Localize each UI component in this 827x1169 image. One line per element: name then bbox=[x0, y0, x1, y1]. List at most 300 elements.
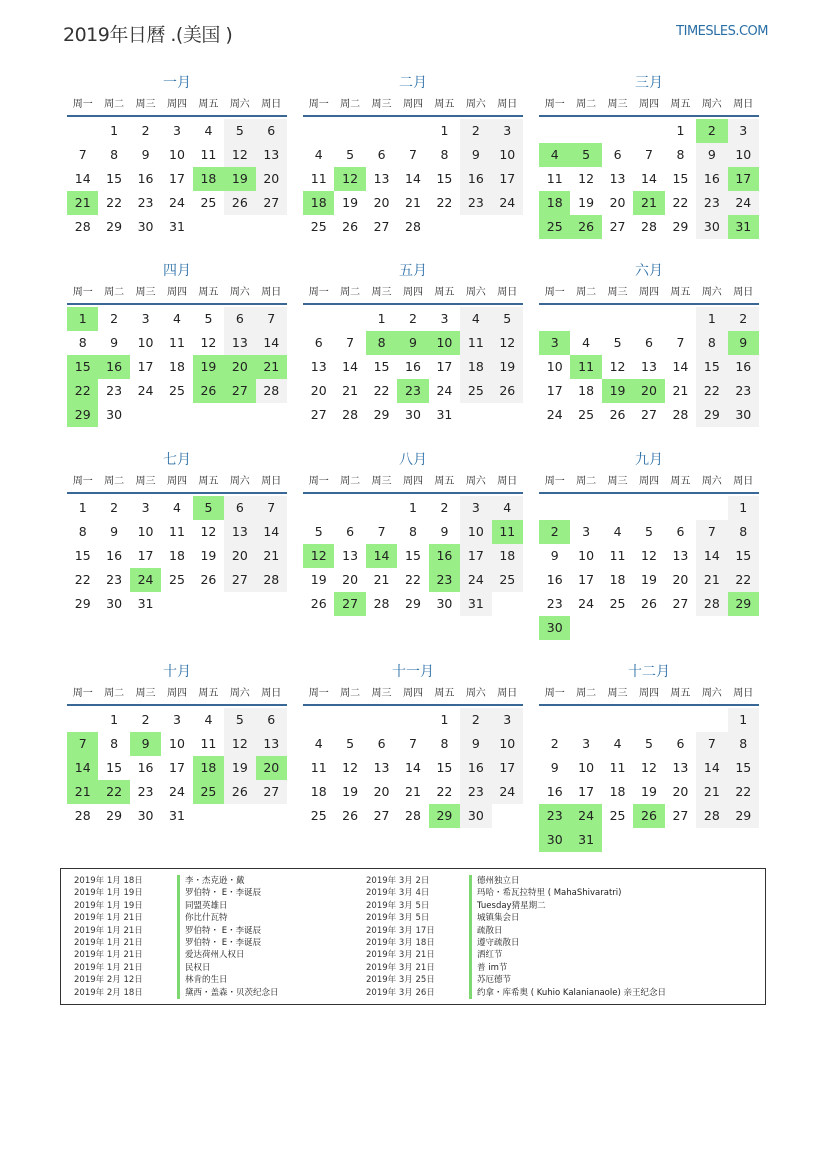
empty-cell bbox=[633, 119, 664, 143]
day-cell: 14 bbox=[672, 359, 689, 374]
weekday-label: 周五 bbox=[434, 688, 455, 699]
day-cell: 2 bbox=[460, 708, 491, 732]
day-cell: 28 bbox=[74, 808, 91, 823]
day-cell: 14 bbox=[256, 520, 287, 544]
day-cell: 13 bbox=[342, 548, 359, 563]
day-cell: 28 bbox=[696, 592, 727, 616]
month-block bbox=[539, 662, 759, 852]
day-grid bbox=[539, 496, 759, 640]
legend-holiday-name: 同盟英雄日 bbox=[177, 900, 228, 912]
day-cell: 9 bbox=[696, 143, 727, 167]
day-cell: 21 bbox=[342, 383, 359, 398]
day-cell: 6 bbox=[676, 524, 685, 539]
day-cell: 8 bbox=[110, 147, 119, 162]
holiday-day-cell: 27 bbox=[224, 379, 255, 403]
day-cell: 4 bbox=[613, 524, 622, 539]
legend-column-left bbox=[61, 875, 279, 999]
day-cell: 31 bbox=[460, 592, 491, 616]
legend-date: 2019年 3月 4日 bbox=[366, 888, 430, 899]
holiday-day-cell: 9 bbox=[130, 732, 161, 756]
day-grid bbox=[67, 307, 287, 427]
day-cell: 30 bbox=[106, 596, 123, 611]
empty-cell bbox=[397, 708, 428, 732]
day-cell: 12 bbox=[492, 331, 523, 355]
day-cell: 7 bbox=[377, 524, 386, 539]
day-cell: 27 bbox=[672, 808, 689, 823]
weekday-label: 周日 bbox=[733, 476, 754, 487]
day-cell: 22 bbox=[405, 572, 421, 587]
day-cell: 27 bbox=[373, 808, 390, 823]
day-cell: 20 bbox=[373, 195, 390, 210]
weekday-label: 周二 bbox=[576, 688, 597, 699]
day-cell: 2 bbox=[460, 119, 491, 143]
day-cell: 29 bbox=[728, 804, 759, 828]
weekday-label: 周六 bbox=[701, 287, 722, 298]
day-cell: 30 bbox=[106, 407, 123, 422]
empty-cell bbox=[570, 307, 601, 331]
legend-holiday-name: 洒红节 bbox=[469, 949, 503, 961]
day-cell: 20 bbox=[256, 167, 287, 191]
day-cell: 12 bbox=[609, 359, 626, 374]
holiday-day-cell: 5 bbox=[570, 143, 601, 167]
weekday-label: 周一 bbox=[72, 99, 93, 110]
day-cell: 26 bbox=[310, 596, 327, 611]
legend-row bbox=[353, 925, 666, 937]
holiday-day-cell: 29 bbox=[429, 804, 460, 828]
day-cell: 1 bbox=[676, 123, 685, 138]
day-cell: 25 bbox=[460, 379, 491, 403]
holiday-day-cell: 24 bbox=[570, 804, 601, 828]
day-cell: 11 bbox=[310, 760, 327, 775]
legend-date: 2019年 3月 25日 bbox=[366, 975, 435, 986]
day-cell: 3 bbox=[460, 496, 491, 520]
weekday-label: 周三 bbox=[607, 287, 628, 298]
holiday-day-cell: 18 bbox=[193, 167, 224, 191]
day-cell: 25 bbox=[310, 219, 327, 234]
day-cell: 18 bbox=[609, 572, 626, 587]
day-cell: 17 bbox=[137, 359, 154, 374]
day-cell: 26 bbox=[342, 219, 359, 234]
day-cell: 29 bbox=[405, 596, 421, 611]
holiday-day-cell: 23 bbox=[397, 379, 428, 403]
month-title: 十二月 bbox=[628, 664, 670, 680]
legend-date: 2019年 1月 21日 bbox=[74, 937, 143, 948]
legend-holiday-name: 疏散日 bbox=[469, 925, 503, 937]
month-block bbox=[67, 73, 287, 239]
weekday-label: 周四 bbox=[638, 476, 659, 487]
day-cell: 28 bbox=[641, 219, 657, 234]
holiday-day-cell: 12 bbox=[334, 167, 365, 191]
day-cell: 2 bbox=[550, 736, 559, 751]
day-cell: 10 bbox=[137, 335, 154, 350]
legend-row bbox=[61, 937, 279, 949]
day-cell: 14 bbox=[256, 331, 287, 355]
day-cell: 13 bbox=[256, 732, 287, 756]
legend-row bbox=[61, 974, 279, 986]
day-cell: 1 bbox=[409, 500, 417, 515]
day-cell: 6 bbox=[377, 147, 386, 162]
day-cell: 29 bbox=[672, 219, 689, 234]
weekday-label: 周二 bbox=[340, 99, 361, 110]
legend-date: 2019年 3月 18日 bbox=[366, 937, 435, 948]
day-cell: 17 bbox=[578, 784, 595, 799]
legend-holiday-name: 德州独立日 bbox=[469, 875, 520, 887]
weekday-label: 周三 bbox=[607, 476, 628, 487]
weekday-label: 周三 bbox=[607, 99, 628, 110]
month-title: 二月 bbox=[399, 75, 427, 91]
day-cell: 13 bbox=[609, 171, 626, 186]
day-cell: 11 bbox=[169, 335, 185, 350]
day-cell: 30 bbox=[137, 808, 154, 823]
weekday-label: 周二 bbox=[340, 476, 361, 487]
day-cell: 17 bbox=[492, 756, 523, 780]
day-cell: 6 bbox=[676, 736, 685, 751]
legend-holiday-name: 普 im节 bbox=[469, 962, 507, 974]
holiday-day-cell: 14 bbox=[67, 756, 98, 780]
weekday-label: 周五 bbox=[434, 99, 455, 110]
day-cell: 11 bbox=[609, 548, 626, 563]
day-cell: 21 bbox=[256, 544, 287, 568]
holiday-day-cell: 29 bbox=[728, 592, 759, 616]
day-cell: 12 bbox=[641, 548, 657, 563]
day-cell: 5 bbox=[346, 736, 355, 751]
day-cell: 7 bbox=[78, 147, 87, 162]
day-cell: 6 bbox=[256, 119, 287, 143]
day-cell: 23 bbox=[106, 383, 123, 398]
day-cell: 20 bbox=[342, 572, 359, 587]
day-cell: 4 bbox=[204, 123, 213, 138]
weekday-label: 周六 bbox=[465, 476, 486, 487]
legend-column-right bbox=[353, 875, 666, 999]
holiday-day-cell: 21 bbox=[633, 191, 664, 215]
day-cell: 29 bbox=[696, 403, 727, 427]
weekday-label: 周四 bbox=[402, 476, 423, 487]
holiday-day-cell: 21 bbox=[67, 191, 98, 215]
weekday-label: 周五 bbox=[670, 688, 691, 699]
day-cell: 20 bbox=[224, 544, 255, 568]
legend-row bbox=[353, 887, 666, 899]
weekday-label: 周五 bbox=[198, 287, 219, 298]
day-cell: 16 bbox=[137, 171, 154, 186]
holiday-day-cell: 26 bbox=[633, 804, 664, 828]
day-cell: 4 bbox=[173, 500, 181, 515]
weekday-label: 周一 bbox=[544, 476, 565, 487]
empty-cell bbox=[366, 496, 397, 520]
day-cell: 16 bbox=[728, 355, 759, 379]
day-cell: 19 bbox=[641, 572, 657, 587]
legend-date: 2019年 2月 18日 bbox=[74, 987, 143, 998]
day-cell: 28 bbox=[256, 379, 287, 403]
empty-cell bbox=[334, 496, 365, 520]
day-cell: 1 bbox=[728, 496, 759, 520]
day-cell: 3 bbox=[728, 119, 759, 143]
day-cell: 6 bbox=[224, 307, 255, 331]
empty-cell bbox=[539, 307, 570, 331]
day-cell: 14 bbox=[405, 171, 421, 186]
day-cell: 24 bbox=[492, 191, 523, 215]
weekday-label: 周六 bbox=[465, 688, 486, 699]
day-cell: 11 bbox=[546, 171, 563, 186]
day-grid bbox=[539, 307, 759, 427]
day-cell: 28 bbox=[74, 219, 91, 234]
weekday-label: 周六 bbox=[229, 99, 250, 110]
day-cell: 19 bbox=[342, 784, 359, 799]
empty-cell bbox=[334, 307, 365, 331]
day-cell: 8 bbox=[676, 147, 685, 162]
holiday-day-cell: 20 bbox=[224, 355, 255, 379]
day-cell: 25 bbox=[310, 808, 327, 823]
day-cell: 13 bbox=[224, 520, 255, 544]
day-cell: 18 bbox=[310, 784, 327, 799]
weekday-label: 周三 bbox=[607, 688, 628, 699]
day-cell: 14 bbox=[641, 171, 657, 186]
weekday-label: 周三 bbox=[371, 99, 392, 110]
legend-row bbox=[353, 912, 666, 924]
day-cell: 16 bbox=[405, 359, 421, 374]
day-cell: 16 bbox=[546, 784, 563, 799]
legend-date: 2019年 1月 18日 bbox=[74, 876, 143, 886]
day-cell: 21 bbox=[405, 784, 421, 799]
day-cell: 19 bbox=[310, 572, 327, 587]
day-cell: 17 bbox=[460, 544, 491, 568]
day-cell: 4 bbox=[173, 311, 181, 326]
day-cell: 26 bbox=[224, 780, 255, 804]
empty-cell bbox=[696, 708, 727, 732]
holiday-day-cell: 18 bbox=[193, 756, 224, 780]
day-cell: 22 bbox=[373, 383, 390, 398]
day-cell: 7 bbox=[676, 335, 685, 350]
day-cell: 8 bbox=[409, 524, 417, 539]
legend-holiday-name: 黛西・盖森・贝茨纪念日 bbox=[177, 987, 279, 999]
day-cell: 10 bbox=[546, 359, 563, 374]
day-cell: 24 bbox=[492, 780, 523, 804]
month-block bbox=[539, 73, 759, 239]
day-cell: 8 bbox=[110, 736, 119, 751]
day-cell: 9 bbox=[550, 760, 559, 775]
holiday-day-cell: 17 bbox=[728, 167, 759, 191]
holiday-day-cell: 26 bbox=[193, 379, 224, 403]
month-block bbox=[539, 450, 759, 640]
weekday-label: 周日 bbox=[497, 287, 518, 298]
holiday-day-cell: 18 bbox=[303, 191, 334, 215]
holiday-day-cell: 21 bbox=[256, 355, 287, 379]
day-cell: 19 bbox=[200, 548, 217, 563]
day-cell: 25 bbox=[169, 383, 185, 398]
weekday-label: 周二 bbox=[340, 688, 361, 699]
day-cell: 30 bbox=[405, 407, 421, 422]
day-cell: 9 bbox=[460, 732, 491, 756]
day-cell: 15 bbox=[728, 544, 759, 568]
weekday-label: 周六 bbox=[229, 476, 250, 487]
day-cell: 31 bbox=[137, 596, 154, 611]
day-cell: 4 bbox=[460, 307, 491, 331]
day-cell: 23 bbox=[137, 784, 154, 799]
day-cell: 8 bbox=[440, 147, 449, 162]
month-title: 五月 bbox=[399, 263, 427, 279]
weekday-label: 周六 bbox=[229, 287, 250, 298]
holiday-day-cell: 1 bbox=[67, 307, 98, 331]
month-title: 九月 bbox=[635, 452, 663, 468]
weekday-label: 周日 bbox=[261, 688, 282, 699]
day-cell: 24 bbox=[436, 383, 453, 398]
day-cell: 6 bbox=[256, 708, 287, 732]
legend-holiday-name: 罗伯特・ E・李诞辰 bbox=[177, 937, 261, 949]
weekday-label: 周二 bbox=[340, 287, 361, 298]
empty-cell bbox=[602, 496, 633, 520]
day-cell: 11 bbox=[200, 736, 217, 751]
empty-cell bbox=[366, 119, 397, 143]
day-grid bbox=[539, 119, 759, 239]
weekday-label: 周六 bbox=[465, 99, 486, 110]
day-grid bbox=[67, 496, 287, 616]
legend-row bbox=[61, 900, 279, 912]
weekday-header bbox=[67, 95, 287, 117]
day-cell: 7 bbox=[409, 736, 417, 751]
weekday-label: 周三 bbox=[135, 476, 156, 487]
day-cell: 5 bbox=[645, 524, 653, 539]
weekday-label: 周一 bbox=[308, 287, 329, 298]
day-cell: 1 bbox=[440, 712, 449, 727]
day-cell: 10 bbox=[492, 143, 523, 167]
weekday-label: 周四 bbox=[402, 287, 423, 298]
legend-holiday-name: 约拿・库希奥 ( Kuhio Kalanianaole) 亲王纪念日 bbox=[469, 987, 666, 999]
weekday-label: 周日 bbox=[261, 287, 282, 298]
holiday-day-cell: 5 bbox=[193, 496, 224, 520]
weekday-label: 周二 bbox=[104, 688, 125, 699]
day-cell: 15 bbox=[405, 548, 421, 563]
legend-row bbox=[353, 900, 666, 912]
weekday-header bbox=[539, 283, 759, 305]
day-cell: 23 bbox=[106, 572, 123, 587]
weekday-label: 周四 bbox=[166, 688, 187, 699]
day-cell: 4 bbox=[492, 496, 523, 520]
empty-cell bbox=[665, 708, 696, 732]
holiday-day-cell: 16 bbox=[98, 355, 129, 379]
day-cell: 10 bbox=[137, 524, 154, 539]
holiday-day-cell: 8 bbox=[366, 331, 397, 355]
holiday-day-cell: 16 bbox=[429, 544, 460, 568]
empty-cell bbox=[633, 496, 664, 520]
day-cell: 9 bbox=[110, 335, 119, 350]
day-cell: 2 bbox=[110, 500, 119, 515]
legend-date: 2019年 3月 26日 bbox=[366, 987, 435, 998]
day-cell: 28 bbox=[696, 804, 727, 828]
day-cell: 22 bbox=[106, 195, 123, 210]
weekday-header bbox=[303, 95, 523, 117]
day-cell: 15 bbox=[672, 171, 689, 186]
day-cell: 20 bbox=[310, 383, 327, 398]
day-cell: 12 bbox=[224, 143, 255, 167]
legend-date: 2019年 1月 21日 bbox=[74, 925, 143, 936]
legend-date: 2019年 1月 21日 bbox=[74, 962, 143, 973]
day-cell: 29 bbox=[74, 596, 91, 611]
day-cell: 17 bbox=[169, 760, 185, 775]
legend-date: 2019年 3月 5日 bbox=[366, 913, 430, 924]
holiday-day-cell: 22 bbox=[67, 379, 98, 403]
weekday-label: 周二 bbox=[104, 287, 125, 298]
day-cell: 25 bbox=[169, 572, 185, 587]
weekday-header bbox=[539, 684, 759, 706]
day-cell: 3 bbox=[582, 736, 591, 751]
day-cell: 27 bbox=[672, 596, 689, 611]
empty-cell bbox=[665, 307, 696, 331]
day-cell: 2 bbox=[409, 311, 417, 326]
day-cell: 20 bbox=[609, 195, 626, 210]
day-cell: 10 bbox=[169, 147, 185, 162]
holiday-day-cell: 9 bbox=[397, 331, 428, 355]
day-cell: 28 bbox=[405, 219, 421, 234]
day-grid bbox=[67, 119, 287, 239]
empty-cell bbox=[633, 708, 664, 732]
day-grid bbox=[303, 119, 523, 239]
legend-date: 2019年 3月 21日 bbox=[366, 962, 435, 973]
weekday-label: 周五 bbox=[670, 99, 691, 110]
empty-cell bbox=[366, 708, 397, 732]
day-cell: 12 bbox=[200, 335, 217, 350]
day-cell: 17 bbox=[578, 572, 595, 587]
month-title: 三月 bbox=[635, 75, 663, 91]
legend-holiday-name: 李・杰克逊・戴 bbox=[177, 875, 245, 887]
site-brand-link[interactable]: TIMESLES.COM bbox=[676, 24, 768, 39]
holiday-day-cell: 20 bbox=[633, 379, 664, 403]
day-cell: 16 bbox=[106, 548, 123, 563]
weekday-label: 周一 bbox=[72, 287, 93, 298]
day-cell: 21 bbox=[405, 195, 421, 210]
legend-row bbox=[61, 887, 279, 899]
holiday-day-cell: 29 bbox=[67, 403, 98, 427]
day-cell: 7 bbox=[696, 520, 727, 544]
day-cell: 10 bbox=[492, 732, 523, 756]
day-cell: 21 bbox=[672, 383, 689, 398]
empty-cell bbox=[570, 496, 601, 520]
weekday-label: 周三 bbox=[371, 476, 392, 487]
day-cell: 26 bbox=[200, 572, 217, 587]
month-block bbox=[539, 261, 759, 427]
day-cell: 17 bbox=[546, 383, 563, 398]
day-cell: 26 bbox=[641, 596, 657, 611]
day-cell: 9 bbox=[141, 147, 150, 162]
day-cell: 3 bbox=[141, 500, 150, 515]
month-title: 六月 bbox=[635, 263, 663, 279]
legend-row bbox=[353, 974, 666, 986]
day-cell: 8 bbox=[728, 520, 759, 544]
day-cell: 14 bbox=[74, 171, 91, 186]
empty-cell bbox=[602, 119, 633, 143]
legend-row bbox=[353, 987, 666, 999]
empty-cell bbox=[397, 119, 428, 143]
holiday-day-cell: 3 bbox=[539, 331, 570, 355]
weekday-label: 周一 bbox=[308, 476, 329, 487]
day-cell: 9 bbox=[440, 524, 449, 539]
weekday-header bbox=[539, 472, 759, 494]
empty-cell bbox=[303, 307, 334, 331]
holiday-day-cell: 12 bbox=[303, 544, 334, 568]
day-cell: 4 bbox=[314, 147, 323, 162]
day-cell: 15 bbox=[106, 171, 123, 186]
day-cell: 11 bbox=[460, 331, 491, 355]
day-cell: 22 bbox=[436, 784, 453, 799]
holiday-day-cell: 9 bbox=[728, 331, 759, 355]
weekday-label: 周日 bbox=[261, 476, 282, 487]
day-cell: 31 bbox=[436, 407, 453, 422]
day-cell: 12 bbox=[224, 732, 255, 756]
legend-row bbox=[353, 962, 666, 974]
weekday-header bbox=[67, 472, 287, 494]
day-cell: 13 bbox=[310, 359, 327, 374]
day-cell: 20 bbox=[672, 784, 689, 799]
weekday-label: 周五 bbox=[198, 476, 219, 487]
day-cell: 25 bbox=[200, 195, 217, 210]
